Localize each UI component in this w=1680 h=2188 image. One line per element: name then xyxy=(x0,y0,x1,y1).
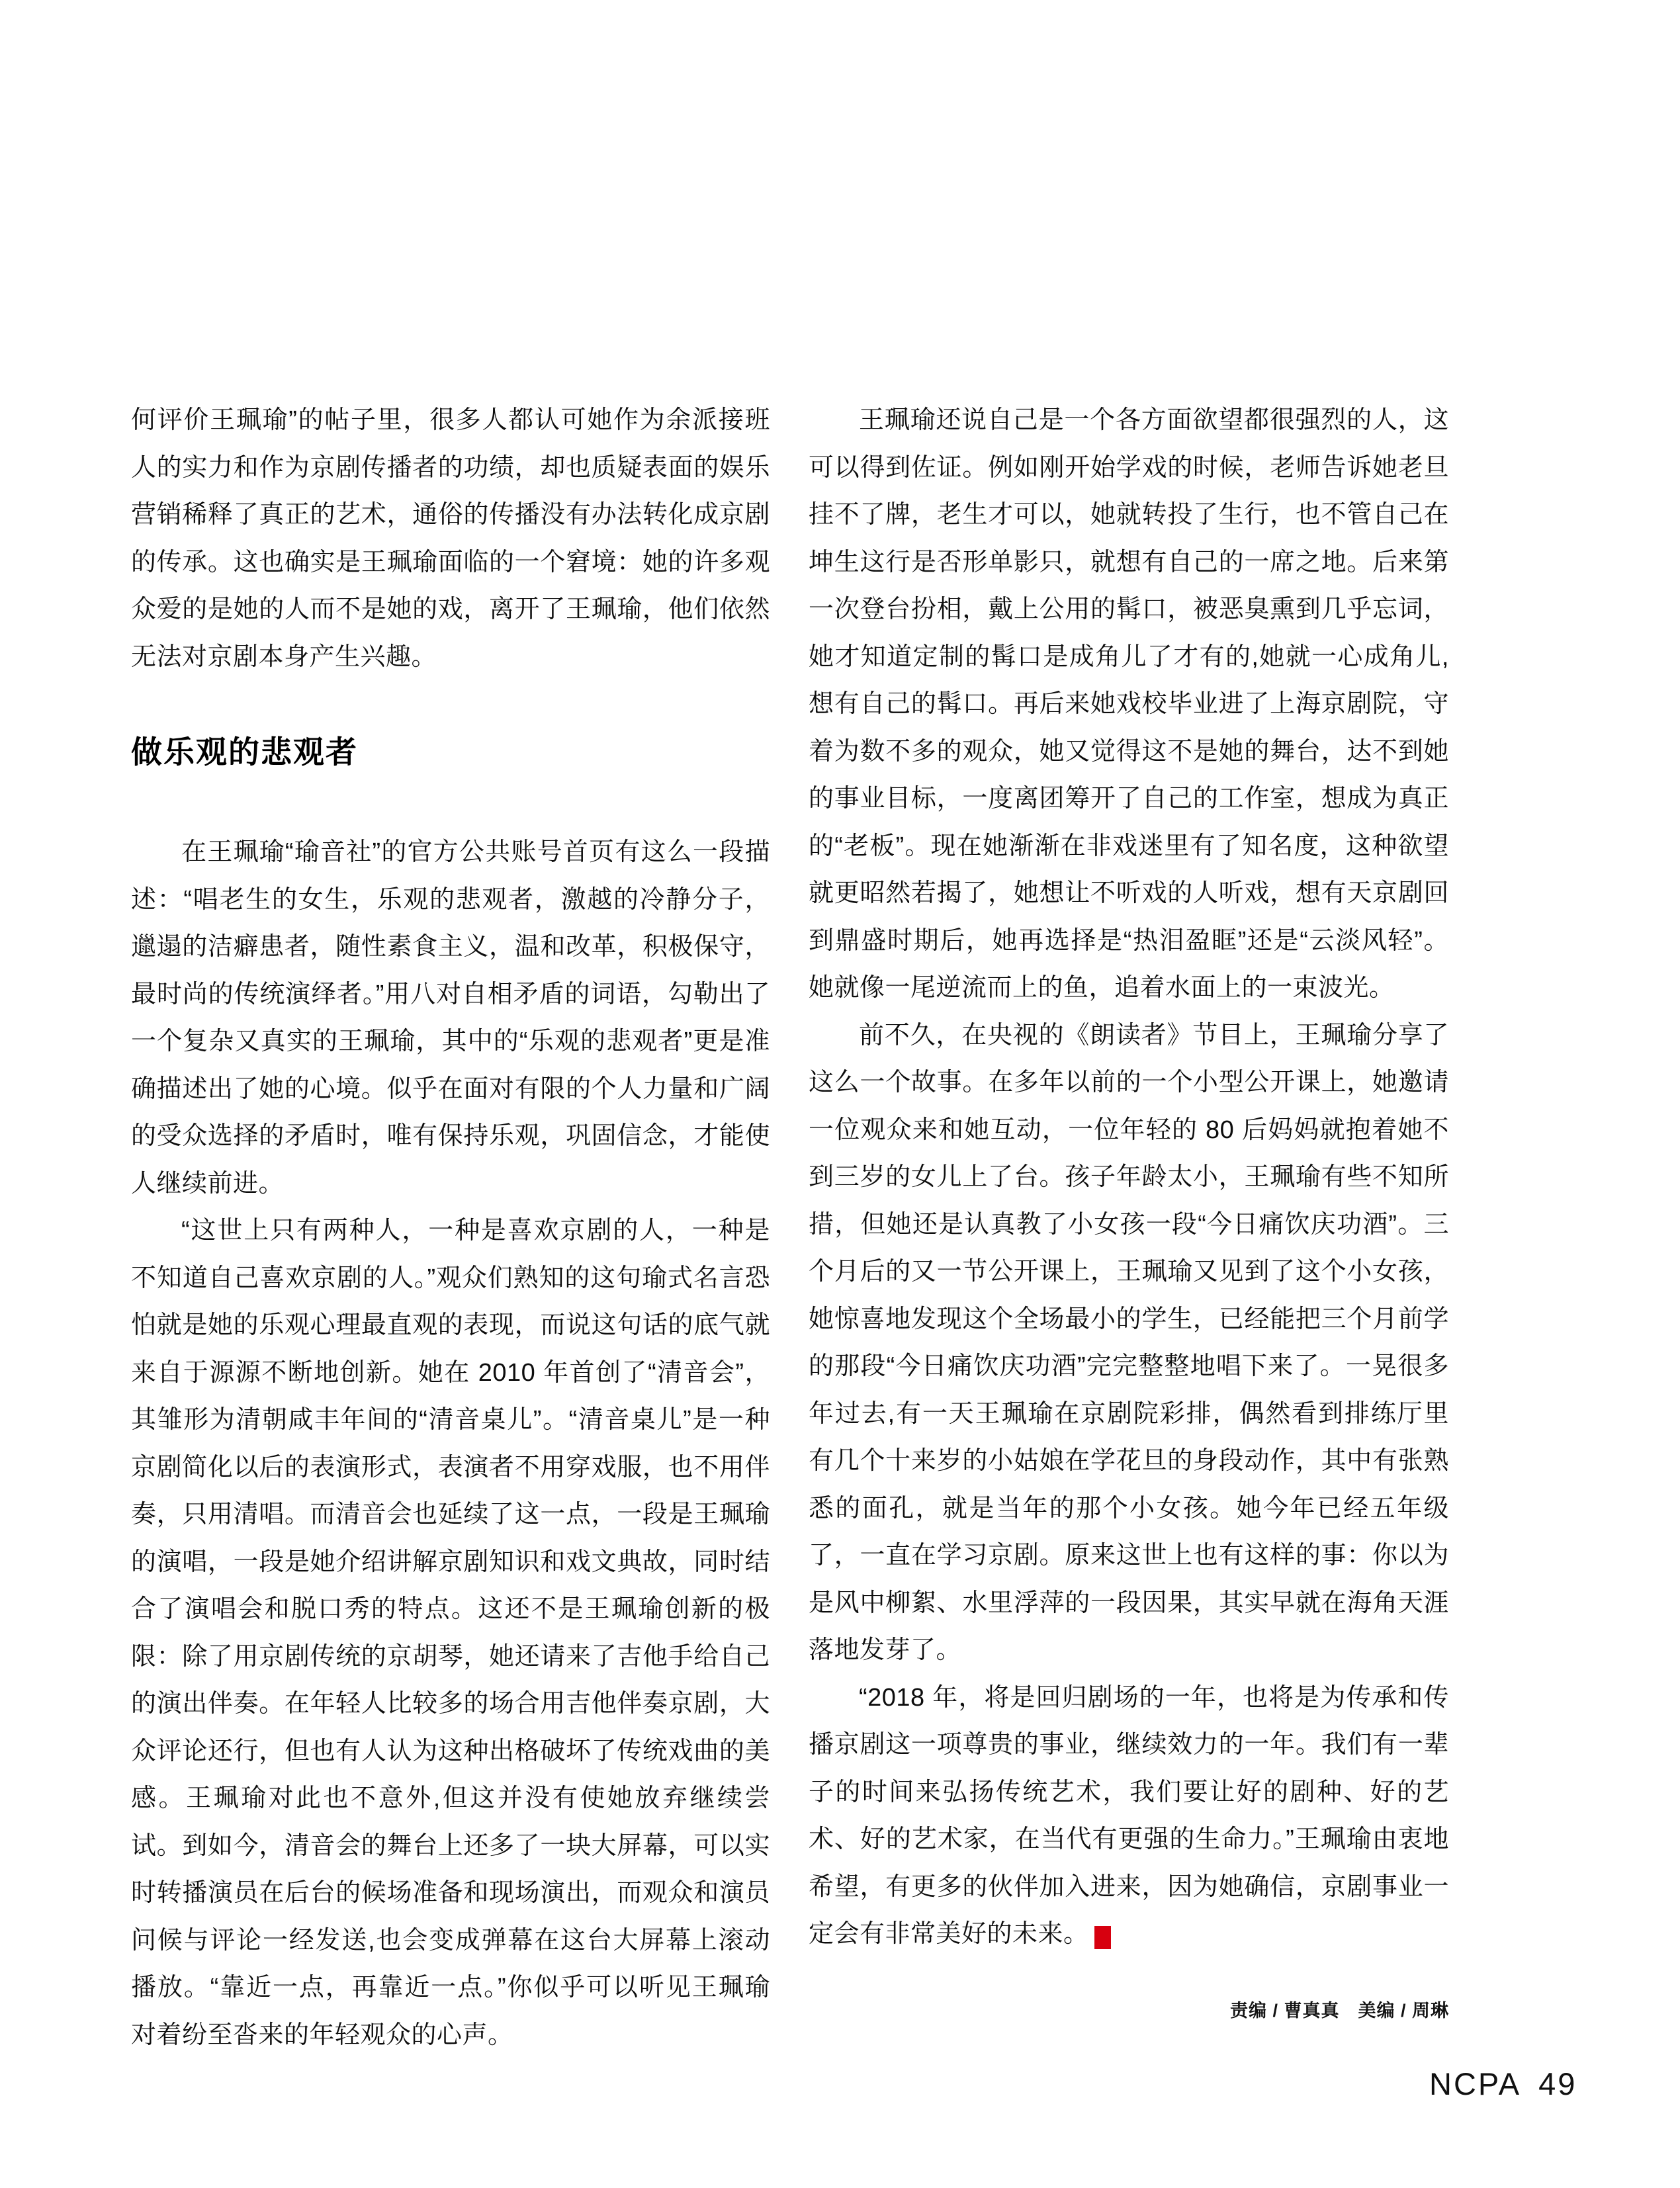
magazine-label: NCPA xyxy=(1429,2066,1522,2101)
closing-paragraph xyxy=(809,1675,1449,1958)
page-number-value: 49 xyxy=(1538,2066,1577,2101)
page-number xyxy=(1429,2067,1577,2101)
editor-credits xyxy=(1230,1999,1449,2022)
ncpa-end-seal-icon xyxy=(1094,1926,1158,1949)
seal-text-bottom: PA xyxy=(1144,1937,1157,1947)
body-paragraph xyxy=(809,1012,1449,1675)
paragraph-text: 前不久，在央视的《朗读者》节目上，王珮瑜分享了这么一个故事。在多年以前的一个小型公开课上，她邀请一位观众来和她互动，一位年轻的 80 后妈妈就抱着她不到三岁的女儿上了台。孩子年龄太小，王珮瑜有些不知所措，但她还是认真教了小女孩一段“今日痛饮庆功酒”。三个月后的又一节公开课上，王珮瑜又见到了这个小女孩，她惊喜地发现这个全场最小的学生，已经能把三个月前学的那段“今日痛饮庆功酒”完完整整地唱下来了。一晃很多年过去,有一天王珮瑜在京剧院彩排，偶然看到排练厅里有几个十来岁的小姑娘在学花旦的身段动作，其中有张熟悉的面孔，就是当年的那个小女孩。她今年已经五年级了，一直在学习京剧。原来这世上也有这样的事：你以为是风中柳絮、水里浮萍的一段因果，其实早就在海角天涯落地发芽了。 xyxy=(809,1021,1449,1664)
paragraph-text: 何评价王珮瑜”的帖子里，很多人都认可她作为余派接班人的实力和作为京剧传播者的功绩，却也质疑表面的娱乐营销稀释了真正的艺术，通俗的传播没有办法转化成京剧的传承。这也确实是王珮瑜面临的一个窘境：她的许多观众爱的是她的人而不是她的戏，离开了王珮瑜，他们依然无法对京剧本身产生兴趣。 xyxy=(131,406,770,671)
body-paragraph xyxy=(131,829,770,1207)
credits-text: 责编 / 曹真真 美编 / 周琳 xyxy=(1229,2001,1449,2021)
body-paragraph xyxy=(809,397,1449,1012)
paragraph-text: “这世上只有两种人，一种是喜欢京剧的人，一种是不知道自己喜欢京剧的人。”观众们熟知的这句瑜式名言恐怕就是她的乐观心理最直观的表现，而说这句话的底气就来自于源源不断地创新。她在 2010 年首创了“清音会”，其雏形为清朝咸丰年间的“清音桌儿”。“清音桌儿”是一种京剧简化以后的表演形式，表演者不用穿戏服，也不用伴奏，只用清唱。而清音会也延续了这一点，一段是王珮瑜的演唱，一段是她介绍讲解京剧知识和戏文典故，同时结合了演唱会和脱口秀的特点。这还不是王珮瑜创新的极限：除了用京剧传统的京胡琴，她还请来了吉他手给自己的演出伴奏。在年轻人比较多的场合用吉他伴奏京剧，大众评论还行，但也有人认为这种出格破坏了传统戏曲的美感。王珮瑜对此也不意外,但这并没有使她放弃继续尝试。到如今，清音会的舞台上还多了一块大屏幕，可以实时转播演员在后台的候场准备和现场演出，而观众和演员问候与评论一经发送,也会变成弹幕在这台大屏幕上滚动播放。“靠近一点，再靠近一点。”你似乎可以听见王珮瑜对着纷至沓来的年轻观众的心声。 xyxy=(131,1217,770,2049)
paragraph-text: 在王珮瑜“瑜音社”的官方公共账号首页有这么一段描述：“唱老生的女生，乐观的悲观者，激越的冷静分子，邋遢的洁癖患者，随性素食主义，温和改革，积极保守，最时尚的传统演绎者。”用八对自相矛盾的词语，勾勒出了一个复杂又真实的王珮瑜，其中的“乐观的悲观者”更是准确描述出了她的心境。似乎在面对有限的个人力量和广阔的受众选择的矛盾时，唯有保持乐观，巩固信念，才能使人继续前进。 xyxy=(131,838,770,1198)
section-heading xyxy=(131,734,770,771)
right-column xyxy=(809,397,1449,1958)
paragraph-text: “2018 年，将是回归剧场的一年，也将是为传承和传播京剧这一项尊贵的事业，继续效力的一年。我们有一辈子的时间来弘扬传统艺术，我们要让好的剧种、好的艺术、好的艺术家，在当代有更强的生命力。”王珮瑜由衷地希望，有更多的伙伴加入进来，因为她确信，京剧事业一定会有非常美好的未来。 xyxy=(809,1683,1449,1948)
continuation-paragraph xyxy=(131,397,770,681)
body-paragraph xyxy=(131,1207,770,2059)
heading-text: 做乐观的悲观者 xyxy=(131,734,358,769)
seal-text-top: NC xyxy=(1144,1926,1158,1936)
paragraph-text: 王珮瑜还说自己是一个各方面欲望都很强烈的人，这可以得到佐证。例如刚开始学戏的时候，老师告诉她老旦挂不了牌，老生才可以，她就转投了生行，也不管自己在坤生这行是否形单影只，就想有自己的一席之地。后来第一次登台扮相，戴上公用的髯口，被恶臭熏到几乎忘词，她才知道定制的髯口是成角儿了才有的,她就一心成角儿,想有自己的髯口。再后来她戏校毕业进了上海京剧院，守着为数不多的观众，她又觉得这不是她的舞台，达不到她的事业目标，一度离团筹开了自己的工作室，想成为真正的“老板”。现在她渐渐在非戏迷里有了知名度，这种欲望就更昭然若揭了，她想让不听戏的人听戏，想有天京剧回到鼎盛时期后，她再选择是“热泪盈眶”还是“云淡风轻”。她就像一尾逆流而上的鱼，追着水面上的一束波光。 xyxy=(809,406,1449,1002)
left-column xyxy=(131,397,770,2059)
